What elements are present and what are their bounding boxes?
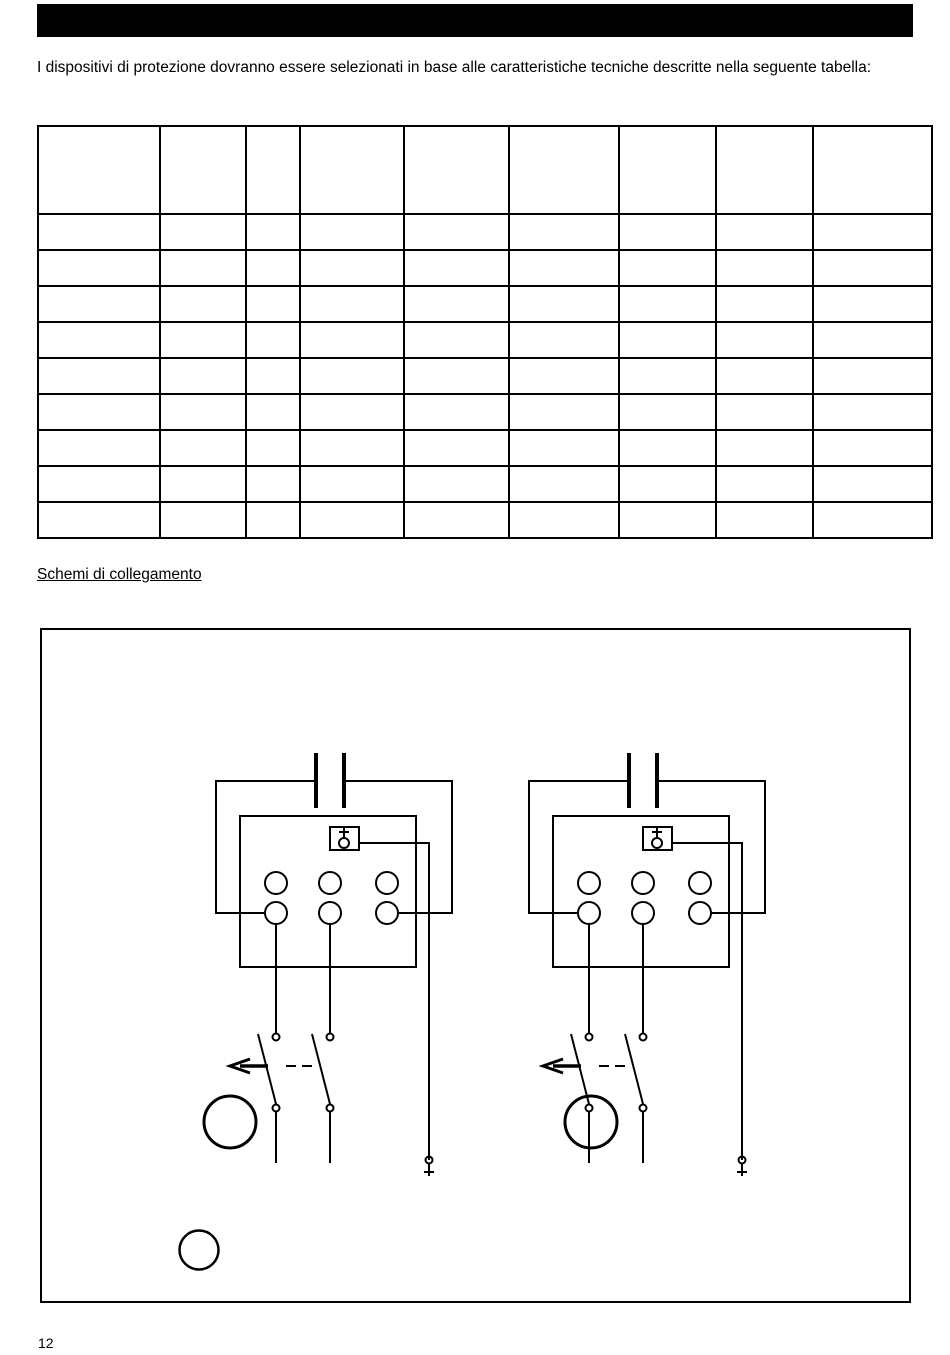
table-cell (404, 394, 509, 430)
table-cell (160, 466, 246, 502)
table-header-cell (38, 126, 160, 214)
page-number: 12 (38, 1335, 54, 1351)
table-header-row (38, 126, 932, 214)
table-cell (404, 358, 509, 394)
table-cell (160, 214, 246, 250)
table-cell (404, 286, 509, 322)
table-cell (716, 322, 813, 358)
table-cell (300, 358, 404, 394)
table-cell (509, 430, 619, 466)
terminal-bottom (689, 902, 711, 924)
terminal-box (240, 816, 416, 967)
table-cell (246, 322, 300, 358)
table-cell (160, 430, 246, 466)
table-row (38, 358, 932, 394)
table-cell (300, 394, 404, 430)
terminal-bottom (578, 902, 600, 924)
table-header-cell (716, 126, 813, 214)
table-cell (716, 250, 813, 286)
table-row (38, 394, 932, 430)
table-cell (619, 466, 716, 502)
table-cell (404, 502, 509, 538)
terminal-top (632, 872, 654, 894)
capacitor-lead (344, 781, 452, 913)
table-cell (619, 250, 716, 286)
table-cell (619, 358, 716, 394)
table-cell (246, 430, 300, 466)
table-cell (716, 466, 813, 502)
wiring-diagram-1 (204, 753, 452, 1176)
table-header-cell (404, 126, 509, 214)
switch-blade (312, 1034, 330, 1104)
table-cell (38, 286, 160, 322)
table-cell (509, 286, 619, 322)
table-cell (619, 502, 716, 538)
table-cell (619, 286, 716, 322)
switch-blade (625, 1034, 643, 1104)
table-cell (509, 358, 619, 394)
table-cell (619, 214, 716, 250)
table-row (38, 214, 932, 250)
table-row (38, 502, 932, 538)
protection-device-table (37, 125, 933, 539)
table-row (38, 286, 932, 322)
table-cell (813, 250, 932, 286)
table-cell (509, 502, 619, 538)
switch-contact (327, 1034, 334, 1041)
terminal-top (689, 872, 711, 894)
table-row (38, 466, 932, 502)
table-cell (509, 322, 619, 358)
table-cell (716, 394, 813, 430)
switch-blade (258, 1034, 276, 1104)
table-cell (619, 430, 716, 466)
table-cell (813, 466, 932, 502)
table-cell (300, 214, 404, 250)
table-cell (716, 214, 813, 250)
switch-contact (586, 1105, 593, 1112)
wiring-diagram-2 (529, 753, 765, 1176)
table-row (38, 250, 932, 286)
table-cell (813, 214, 932, 250)
earth-icon (424, 1164, 434, 1176)
capacitor-lead (216, 781, 316, 913)
capacitor-lead (529, 781, 629, 913)
table-cell (619, 322, 716, 358)
table-cell (300, 502, 404, 538)
table-header-cell (509, 126, 619, 214)
table-cell (160, 502, 246, 538)
switch-contact (640, 1105, 647, 1112)
table-cell (246, 286, 300, 322)
table-cell (160, 286, 246, 322)
table-cell (404, 466, 509, 502)
table-cell (300, 250, 404, 286)
table-cell (813, 430, 932, 466)
table-cell (404, 430, 509, 466)
switch-contact (640, 1034, 647, 1041)
terminal-top (578, 872, 600, 894)
table-header-cell (619, 126, 716, 214)
legend-circle-symbol (180, 1231, 219, 1270)
table-cell (404, 322, 509, 358)
switch-contact (273, 1105, 280, 1112)
table-cell (716, 286, 813, 322)
motor-symbol (204, 1096, 256, 1148)
switch-contact (327, 1105, 334, 1112)
table-header-cell (246, 126, 300, 214)
table-cell (716, 430, 813, 466)
table-cell (619, 394, 716, 430)
ground-terminal-screw (339, 838, 349, 848)
table-header-cell (160, 126, 246, 214)
table-cell (509, 466, 619, 502)
table-row (38, 322, 932, 358)
table-cell (300, 430, 404, 466)
table-cell (813, 322, 932, 358)
table-cell (813, 394, 932, 430)
table-cell (404, 214, 509, 250)
table-cell (38, 250, 160, 286)
table-cell (509, 214, 619, 250)
section-title: Schemi di collegamento (37, 566, 202, 583)
table-cell (300, 286, 404, 322)
terminal-bottom (632, 902, 654, 924)
table-cell (246, 466, 300, 502)
table-cell (246, 358, 300, 394)
table-cell (38, 502, 160, 538)
table-cell (300, 466, 404, 502)
table-cell (246, 502, 300, 538)
table-header-cell (813, 126, 932, 214)
table-cell (813, 286, 932, 322)
table-cell (246, 394, 300, 430)
table-cell (246, 214, 300, 250)
switch-contact (273, 1034, 280, 1041)
table-cell (716, 502, 813, 538)
table-cell (509, 250, 619, 286)
terminal-top (319, 872, 341, 894)
terminal-box (553, 816, 729, 967)
terminal-top (376, 872, 398, 894)
motor-symbol (565, 1096, 617, 1148)
table-cell (38, 430, 160, 466)
table-cell (38, 322, 160, 358)
table-cell (813, 358, 932, 394)
earth-icon (737, 1164, 747, 1176)
capacitor-lead (657, 781, 765, 913)
header-bar (37, 4, 913, 37)
table-cell (813, 502, 932, 538)
table-cell (246, 250, 300, 286)
terminal-top (265, 872, 287, 894)
table-cell (38, 214, 160, 250)
table-cell (38, 394, 160, 430)
table-row (38, 430, 932, 466)
table-cell (716, 358, 813, 394)
table-cell (160, 394, 246, 430)
wiring-diagram-frame (40, 628, 911, 1303)
switch-blade (571, 1034, 589, 1104)
table-cell (300, 322, 404, 358)
table-cell (509, 394, 619, 430)
table-cell (160, 250, 246, 286)
switch-contact (586, 1034, 593, 1041)
terminal-bottom (319, 902, 341, 924)
intro-paragraph: I dispositivi di protezione dovranno essere selezionati in base alle caratteristiche tecniche descritte nella seguente tabella: (37, 59, 872, 76)
table-cell (38, 466, 160, 502)
table-cell (38, 358, 160, 394)
table-cell (160, 358, 246, 394)
terminal-bottom (265, 902, 287, 924)
table-header-cell (300, 126, 404, 214)
ground-terminal-screw (652, 838, 662, 848)
table-cell (160, 322, 246, 358)
terminal-bottom (376, 902, 398, 924)
table-cell (404, 250, 509, 286)
